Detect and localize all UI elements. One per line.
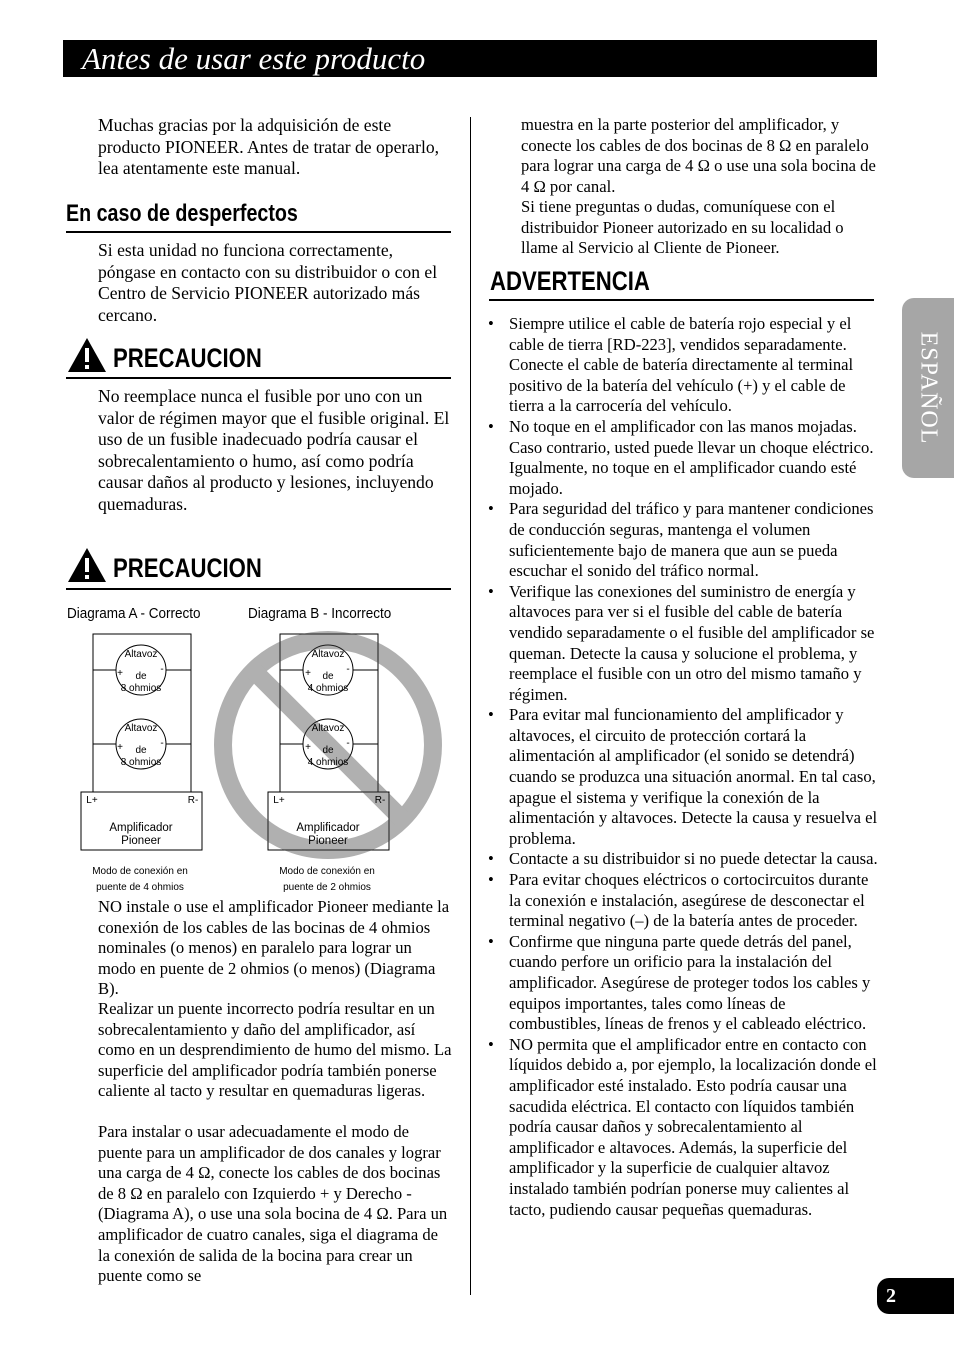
page-number: 2 [886, 1285, 896, 1307]
amp-label: Pioneer [121, 835, 161, 847]
heading-rule [66, 588, 451, 590]
list-item: • Contacte a su distribuidor si no puede detectar la causa. [488, 849, 880, 870]
advertencia-list [488, 314, 880, 1220]
speaker-de: de [135, 671, 147, 682]
speaker-de: de [135, 745, 147, 756]
list-item: • Para evitar choques eléctricos o cortocircuitos durante la conexión e instalación, asegúrese de desconectar el terminal negativo (–) de la batería antes de proceder. [488, 870, 880, 932]
list-item: • NO permita que el amplificador entre en contacto con líquidos debido a, por ejemplo, la localización donde el amplificador esté instalado. Esto podría causar una sacudida eléctrica. El contacto con líquidos también podría causar daños y sobrecalentamiento al amplificador e altavoces. Además, la superficie del amplificador y la superficie de cualquier altavoz instalado también podrían ponerse muy calientes al tacto, pudiendo causar pequeñas quemaduras. [488, 1035, 880, 1220]
precaucion-1-paragraph: No reemplace nunca el fusible por uno con un valor de régimen mayor que el fusible original. El uso de un fusible inadecuado podría causar el sobrecalentamiento o humo, así como podría causar daños al producto y lesiones, incluyendo quemaduras. [98, 386, 450, 514]
terminal-right: R- [374, 795, 386, 806]
plus-sign: + [117, 742, 123, 753]
minus-sign: - [160, 738, 164, 749]
mode-label: puente de 2 ohmios [283, 882, 371, 893]
precaucion-2-para-2: Realizar un puente incorrecto podría resultar en un sobrecalentamiento y daño del amplificador, así como en un desprendimiento de humo del mismo. La superficie del amplificador podría también ponerse caliente al tacto y resultar en quemaduras ligeras. [98, 999, 452, 1101]
language-tab-label: ESPAÑOL [915, 331, 942, 445]
precaucion-heading-1: PRECAUCION [113, 343, 262, 373]
desperfectos-paragraph: Si esta unidad no funciona correctamente, póngase en contacto con su distribuidor o con el Centro de Servicio PIONEER autorizado más cercano. [98, 240, 438, 325]
amp-label: Amplificador [109, 822, 173, 834]
advertencia-heading: ADVERTENCIA [490, 266, 650, 296]
amp-label: Pioneer [308, 835, 348, 847]
list-item: • Siempre utilice el cable de batería rojo especial y el cable de tierra [RD-223], vendidos separadamente. Conecte el cable de batería directamente al terminal positivo de la batería del vehículo (+) y el cable de tierra a la carrocería del vehículo. [488, 314, 880, 417]
mode-label: puente de 4 ohmios [96, 882, 184, 893]
speaker-de: de [322, 671, 334, 682]
heading-rule [66, 377, 451, 379]
diagram-a [81, 634, 202, 850]
diagram-b-caption: Diagrama B - Incorrecto [248, 605, 392, 622]
terminal-left: L+ [86, 795, 98, 806]
section-heading-desperfectos: En caso de desperfectos [66, 200, 298, 227]
speaker-ohms: 8 ohmios [120, 757, 162, 768]
speaker-label: Altavoz [311, 649, 345, 660]
terminal-right: R- [187, 795, 199, 806]
terminal-left: L+ [273, 795, 285, 806]
plus-sign: + [305, 668, 311, 679]
precaucion-heading-2: PRECAUCION [113, 553, 262, 583]
list-item: • Para seguridad del tráfico y para mantener condiciones de conducción seguras, mantenga el volumen suficientemente bajo de manera que aun se pueda escuchar el sonido del tráfico normal. [488, 499, 880, 581]
speaker-label: Altavoz [311, 723, 345, 734]
speaker-ohms: 8 ohmios [120, 683, 162, 694]
heading-rule [66, 231, 451, 233]
amp-label: Amplificador [296, 822, 360, 834]
mode-label: Modo de conexión en [92, 866, 188, 877]
precaucion-2-continuation-2: Si tiene preguntas o dudas, comuníquese con el distribuidor Pioneer autorizado en su localidad o llame al Servicio al Cliente de Pioneer. [521, 197, 844, 258]
heading-rule [489, 299, 874, 301]
list-item: • Confirme que ninguna parte quede detrás del panel, cuando perfore un orificio para la instalación del amplificador. Asegúrese de proteger todos los cables y equipos importantes, tales como líneas de combustibles, líneas de frenos y el cableado eléctrico. [488, 932, 880, 1035]
precaucion-2-para-3: Para instalar o usar adecuadamente el modo de puente para un amplificador de dos canales y lograr una carga de 4 Ω, conecte los cables de dos bocinas de 8 Ω en paralelo con Izquierdo + y Derecho - (Diagrama A), o use una sola bocina de 4 Ω. Para un amplificador de cuatro canales, siga el diagrama de la conexión de salida de la bocina para crear un puente como se [98, 1122, 448, 1286]
speaker-ohms: 4 ohmios [307, 683, 349, 694]
warning-triangle-icon [67, 547, 107, 583]
list-item: • No toque en el amplificador con las manos mojadas. Caso contrario, usted puede llevar un choque eléctrico. Igualmente, no toque en el amplificador cuando esté mojado. [488, 417, 880, 499]
speaker-label: Altavoz [124, 649, 158, 660]
plus-sign: + [305, 742, 311, 753]
minus-sign: - [346, 664, 350, 675]
warning-triangle-icon [67, 337, 107, 373]
intro-paragraph: Muchas gracias por la adquisición de este producto PIONEER. Antes de tratar de operarlo, lea atentamente este manual. [98, 115, 440, 179]
minus-sign: - [346, 738, 350, 749]
column-divider [470, 117, 471, 1295]
page-title-bar [63, 40, 877, 77]
language-tab [902, 298, 954, 478]
precaucion-2-para-1: NO instale o use el amplificador Pioneer mediante la conexión de los cables de las bocinas de 4 ohmios nominales (o menos) en paralelo para lograr un modo en puente de 2 ohmios (o menos) (Diagrama B). [98, 897, 450, 999]
speaker-ohms: 4 ohmios [307, 757, 349, 768]
page-title: Antes de usar este producto [82, 41, 426, 76]
precaucion-2-continuation-1: muestra en la parte posterior del amplificador, y conecte los cables de dos bocinas de 8 Ω en paralelo para lograr una carga de 4 Ω o use una sola bocina de 4 Ω por canal. [521, 115, 876, 196]
plus-sign: + [117, 668, 123, 679]
diagram-a-caption: Diagrama A - Correcto [67, 605, 201, 622]
wiring-diagram [60, 630, 450, 900]
list-item: • Para evitar mal funcionamiento del amplificador y altavoces, el circuito de protección cortará la alimentación al amplificador (el sonido se detendrá) cuando se produzca una situación anormal. En tal caso, apague el sistema y verifique la conexión de la alimentación y altavoces. Detecte la causa y resuelva el problema. [488, 705, 880, 849]
speaker-de: de [322, 745, 334, 756]
minus-sign: - [160, 664, 164, 675]
speaker-label: Altavoz [124, 723, 158, 734]
page-number-badge [877, 1278, 954, 1314]
mode-label: Modo de conexión en [279, 866, 375, 877]
list-item: • Verifique las conexiones del suministro de energía y altavoces para ver si el fusible del cable de batería vendido separadamente o el fusible del amplificador se queman. Detecte la causa y solucione el problema, y reemplace el fusible con un otro del mismo tamaño y régimen. [488, 582, 880, 706]
